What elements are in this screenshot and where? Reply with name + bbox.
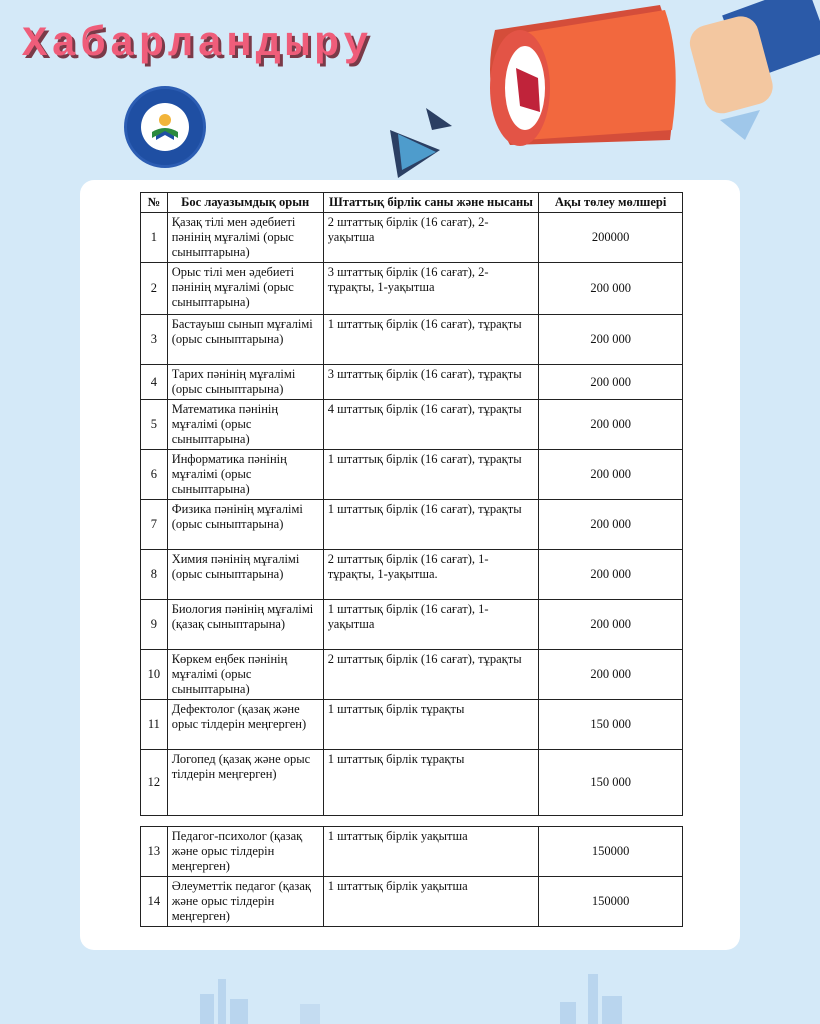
school-logo — [124, 86, 206, 168]
table-header-row — [141, 193, 683, 213]
position-cell: Педагог-психолог (қазақ және орыс тілдерін меңгерген) — [167, 827, 323, 877]
book-icon — [148, 110, 182, 144]
position-cell: Логопед (қазақ және орыс тілдерін меңгерген) — [167, 750, 323, 816]
position-cell: Информатика пәнінің мұғалімі (орыс сыныптарына) — [167, 450, 323, 500]
row-number: 9 — [141, 600, 168, 650]
position-cell: Көркем еңбек пәнінің мұғалімі (орыс сыныптарына) — [167, 650, 323, 700]
row-number: 11 — [141, 700, 168, 750]
position-cell: Тарих пәнінің мұғалімі (орыс сыныптарына) — [167, 365, 323, 400]
staff-cell: 1 штаттық бірлік (16 сағат), тұрақты — [323, 315, 539, 365]
header-position: Бос лауазымдық орын — [167, 193, 323, 213]
row-number: 12 — [141, 750, 168, 816]
table-row — [141, 450, 683, 500]
pay-cell: 200000 — [539, 213, 683, 263]
position-cell: Химия пәнінің мұғалімі (орыс сыныптарына) — [167, 550, 323, 600]
table-row — [141, 365, 683, 400]
staff-cell: 2 штаттық бірлік (16 сағат), 2-уақытша — [323, 213, 539, 263]
row-number: 2 — [141, 263, 168, 315]
pay-cell: 150 000 — [539, 750, 683, 816]
row-number: 10 — [141, 650, 168, 700]
pay-cell: 200 000 — [539, 400, 683, 450]
staff-cell: 2 штаттық бірлік (16 сағат), 1-тұрақты, 1-уақытша. — [323, 550, 539, 600]
pay-cell: 200 000 — [539, 600, 683, 650]
header-pay: Ақы төлеу мөлшері — [539, 193, 683, 213]
pay-cell: 200 000 — [539, 650, 683, 700]
pay-cell: 150000 — [539, 827, 683, 877]
row-number: 1 — [141, 213, 168, 263]
table-row — [141, 650, 683, 700]
pay-cell: 200 000 — [539, 500, 683, 550]
pay-cell: 150000 — [539, 877, 683, 927]
pay-cell: 200 000 — [539, 450, 683, 500]
header-staff: Штаттық бірлік саны және нысаны — [323, 193, 539, 213]
table-row — [141, 550, 683, 600]
header-number: № — [141, 193, 168, 213]
staff-cell: 1 штаттық бірлік (16 сағат), тұрақты — [323, 450, 539, 500]
row-number: 8 — [141, 550, 168, 600]
megaphone-illustration — [470, 0, 820, 175]
page-title: Хабарландыру — [22, 20, 373, 68]
table-row — [141, 400, 683, 450]
table-row — [141, 600, 683, 650]
vacancy-table-extra — [140, 826, 683, 927]
position-cell: Қазақ тілі мен әдебиеті пәнінің мұғалімі (орыс сыныптарына) — [167, 213, 323, 263]
staff-cell: 1 штаттық бірлік уақытша — [323, 827, 539, 877]
position-cell: Математика пәнінің мұғалімі (орыс сыныптарына) — [167, 400, 323, 450]
table-row — [141, 700, 683, 750]
table-row — [141, 263, 683, 315]
position-cell: Бастауыш сынып мұғалімі (орыс сыныптарына) — [167, 315, 323, 365]
staff-cell: 3 штаттық бірлік (16 сағат), тұрақты — [323, 365, 539, 400]
staff-cell: 1 штаттық бірлік (16 сағат), тұрақты — [323, 500, 539, 550]
position-cell: Дефектолог (қазақ және орыс тілдерін меңгерген) — [167, 700, 323, 750]
staff-cell: 2 штаттық бірлік (16 сағат), тұрақты — [323, 650, 539, 700]
row-number: 3 — [141, 315, 168, 365]
row-number: 6 — [141, 450, 168, 500]
table-row — [141, 827, 683, 877]
table-row — [141, 213, 683, 263]
pay-cell: 200 000 — [539, 550, 683, 600]
table-row — [141, 315, 683, 365]
table-row — [141, 877, 683, 927]
staff-cell: 4 штаттық бірлік (16 сағат), тұрақты — [323, 400, 539, 450]
row-number: 7 — [141, 500, 168, 550]
staff-cell: 1 штаттық бірлік тұрақты — [323, 750, 539, 816]
position-cell: Биология пәнінің мұғалімі (қазақ сыныптарына) — [167, 600, 323, 650]
pay-cell: 200 000 — [539, 315, 683, 365]
pay-cell: 200 000 — [539, 263, 683, 315]
row-number: 4 — [141, 365, 168, 400]
staff-cell: 1 штаттық бірлік уақытша — [323, 877, 539, 927]
position-cell: Әлеуметтік педагог (қазақ және орыс тілдерін меңгерген) — [167, 877, 323, 927]
position-cell: Физика пәнінің мұғалімі (орыс сыныптарына) — [167, 500, 323, 550]
staff-cell: 3 штаттық бірлік (16 сағат), 2-тұрақты, 1-уақытша — [323, 263, 539, 315]
staff-cell: 1 штаттық бірлік тұрақты — [323, 700, 539, 750]
row-number: 14 — [141, 877, 168, 927]
position-cell: Орыс тілі мен әдебиеті пәнінің мұғалімі (орыс сыныптарына) — [167, 263, 323, 315]
table-row — [141, 750, 683, 816]
row-number: 13 — [141, 827, 168, 877]
pay-cell: 150 000 — [539, 700, 683, 750]
vacancy-table — [140, 192, 683, 816]
table-row — [141, 500, 683, 550]
city-skyline — [0, 974, 820, 1024]
staff-cell: 1 штаттық бірлік (16 сағат), 1- уақытша — [323, 600, 539, 650]
pay-cell: 200 000 — [539, 365, 683, 400]
row-number: 5 — [141, 400, 168, 450]
